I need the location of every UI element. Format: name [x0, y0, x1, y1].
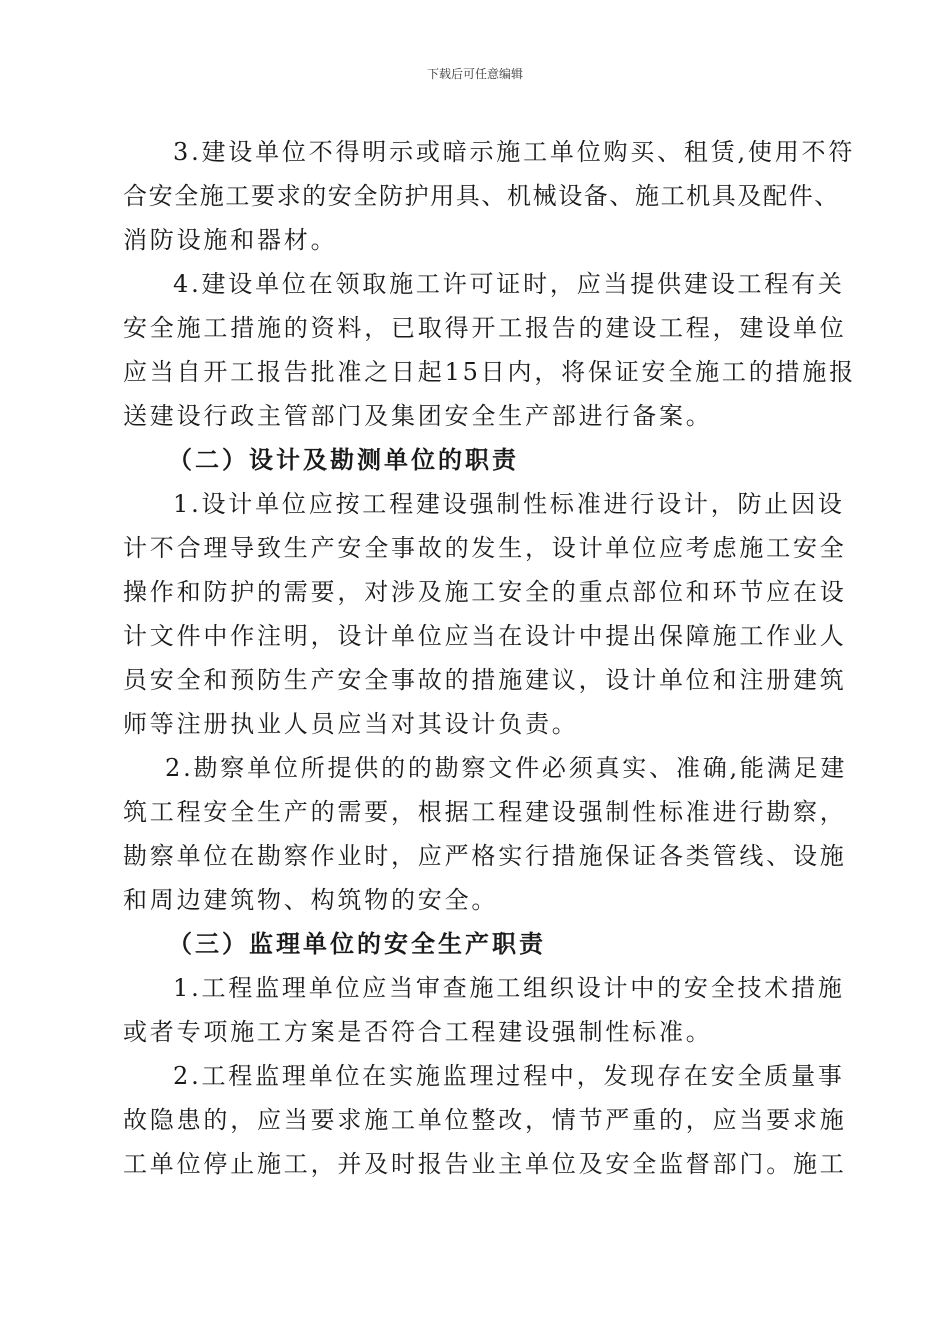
paragraph-design: [123, 482, 847, 746]
text-line: 师等注册执业人员应当对其设计负责。: [123, 710, 579, 738]
text-line: 应当自开工报告批准之日起15日内，将保证安全施工的措施报: [123, 358, 856, 386]
section-heading-supervision: （三）监理单位的安全生产职责: [168, 929, 546, 958]
text-line: 或者专项施工方案是否符合工程建设强制性标准。: [123, 1018, 713, 1046]
paragraph-survey: [123, 746, 848, 922]
paragraph-3: [123, 130, 856, 262]
paragraph-4: [123, 262, 856, 438]
text-line: 1.工程监理单位应当审查施工组织设计中的安全技术措施: [173, 974, 845, 1002]
text-line: 操作和防护的需要，对涉及施工安全的重点部位和环节应在设: [123, 578, 847, 606]
paragraph-supervision-2: [123, 1054, 847, 1186]
text-line: 故隐患的，应当要求施工单位整改，情节严重的，应当要求施: [123, 1106, 847, 1134]
document-body: [123, 130, 856, 1186]
text-line: 计不合理导致生产安全事故的发生，设计单位应考虑施工安全: [123, 534, 847, 562]
text-line: 勘察单位在勘察作业时，应严格实行措施保证各类管线、设施: [123, 842, 847, 870]
text-line: 2.工程监理单位在实施监理过程中，发现存在安全质量事: [173, 1062, 845, 1090]
text-line: 消防设施和器材。: [123, 226, 338, 254]
text-line: 3.建设单位不得明示或暗示施工单位购买、租赁,使用不符: [173, 138, 856, 166]
text-line: 员安全和预防生产安全事故的措施建议，设计单位和注册建筑: [123, 666, 847, 694]
text-line: 安全施工措施的资料，已取得开工报告的建设工程，建设单位: [123, 314, 847, 342]
text-line: 4.建设单位在领取施工许可证时，应当提供建设工程有关: [173, 270, 845, 298]
page-header: 下载后可任意编辑: [426, 67, 523, 81]
text-line: 送建设行政主管部门及集团安全生产部进行备案。: [123, 402, 713, 430]
text-line: 工单位停止施工，并及时报告业主单位及安全监督部门。施工: [123, 1150, 847, 1178]
text-line: 1.设计单位应按工程建设强制性标准进行设计，防止因设: [173, 490, 845, 518]
section-heading-design-survey: （二）设计及勘测单位的职责: [168, 445, 519, 474]
paragraph-supervision-1: [123, 966, 845, 1054]
text-line: 2.勘察单位所提供的的勘察文件必须真实、准确,能满足建: [165, 754, 848, 782]
text-line: 筑工程安全生产的需要，根据工程建设强制性标准进行勘察，: [123, 798, 847, 826]
text-line: 计文件中作注明，设计单位应当在设计中提出保障施工作业人: [123, 622, 847, 650]
text-line: 和周边建筑物、构筑物的安全。: [123, 886, 499, 914]
text-line: 合安全施工要求的安全防护用具、机械设备、施工机具及配件、: [123, 182, 840, 210]
